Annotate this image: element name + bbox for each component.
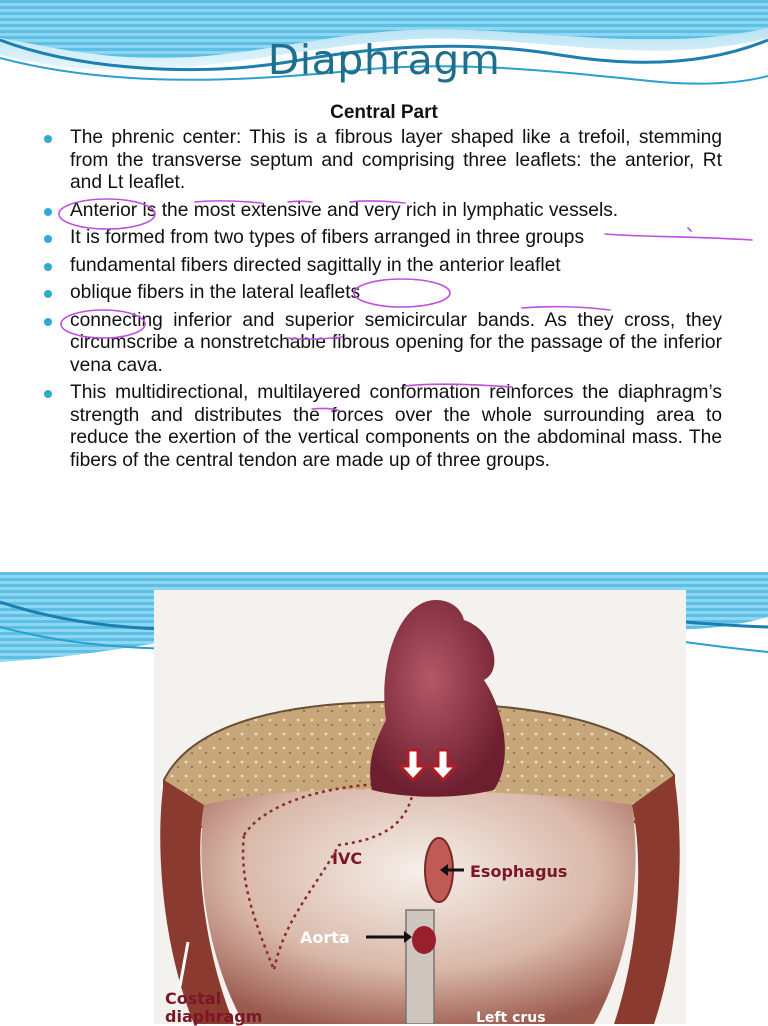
bullet-text: The phrenic center: This is a fibrous layer shaped like a trefoil, stemming from the transverse septum and comprising three leaflets: the anterior, Rt and Lt leaflet. xyxy=(70,127,722,193)
bullet-dot-icon xyxy=(44,290,52,298)
bullet-dot-icon xyxy=(44,208,52,216)
bullet-text: It is formed from two types of fibers arranged in three groups xyxy=(70,227,585,248)
bullet-item xyxy=(44,127,722,195)
bullet-item xyxy=(44,310,722,378)
label-costal-diaphragm xyxy=(165,990,262,1026)
diaphragm-illustration xyxy=(154,590,686,1024)
bullet-dot-icon xyxy=(44,318,52,326)
slide-title: Diaphragm xyxy=(267,36,501,84)
bullet-item xyxy=(44,382,722,472)
label-aorta: Aorta xyxy=(300,928,350,947)
bullet-item xyxy=(44,200,722,223)
bullet-item xyxy=(44,255,722,278)
section-subtitle: Central Part xyxy=(330,102,438,123)
bullet-item xyxy=(44,282,722,305)
bullet-text: Anterior is the most extensive and very rich in lymphatic vessels. xyxy=(70,199,619,221)
bullet-text: fundamental fibers directed sagittally in the anterior leaflet xyxy=(70,254,561,276)
bullet-dot-icon xyxy=(44,235,52,243)
label-ivc: IVC xyxy=(332,849,363,868)
bullet-dot-icon xyxy=(44,263,52,271)
diaphragm-drawing xyxy=(154,590,686,1024)
bullet-dot-icon xyxy=(44,135,52,143)
bullet-text: This multidirectional, multilayered conformation reinforces the diaphragm’s strength and distributes the forces over the whole surrounding area to reduce the exertion of the vertical components on the abdominal mass. The fibers of the central tendon are made up of three groups. xyxy=(70,382,722,471)
bullet-list xyxy=(44,127,722,477)
bullet-text: oblique fibers in the lateral leaflets xyxy=(70,282,361,303)
bullet-text: connecting inferior and superior semicircular bands. As they cross, they circumscribe a nonstretchable fibrous opening for the passage of the inferior vena cava. xyxy=(70,309,722,376)
label-esophagus: Esophagus xyxy=(470,862,568,881)
label-left-crus: Left crus xyxy=(476,1010,546,1024)
label-costal: Costal xyxy=(165,989,222,1008)
bullet-dot-icon xyxy=(44,390,52,398)
label-diaphragm: diaphragm xyxy=(165,1007,263,1026)
bullet-item xyxy=(44,227,722,250)
